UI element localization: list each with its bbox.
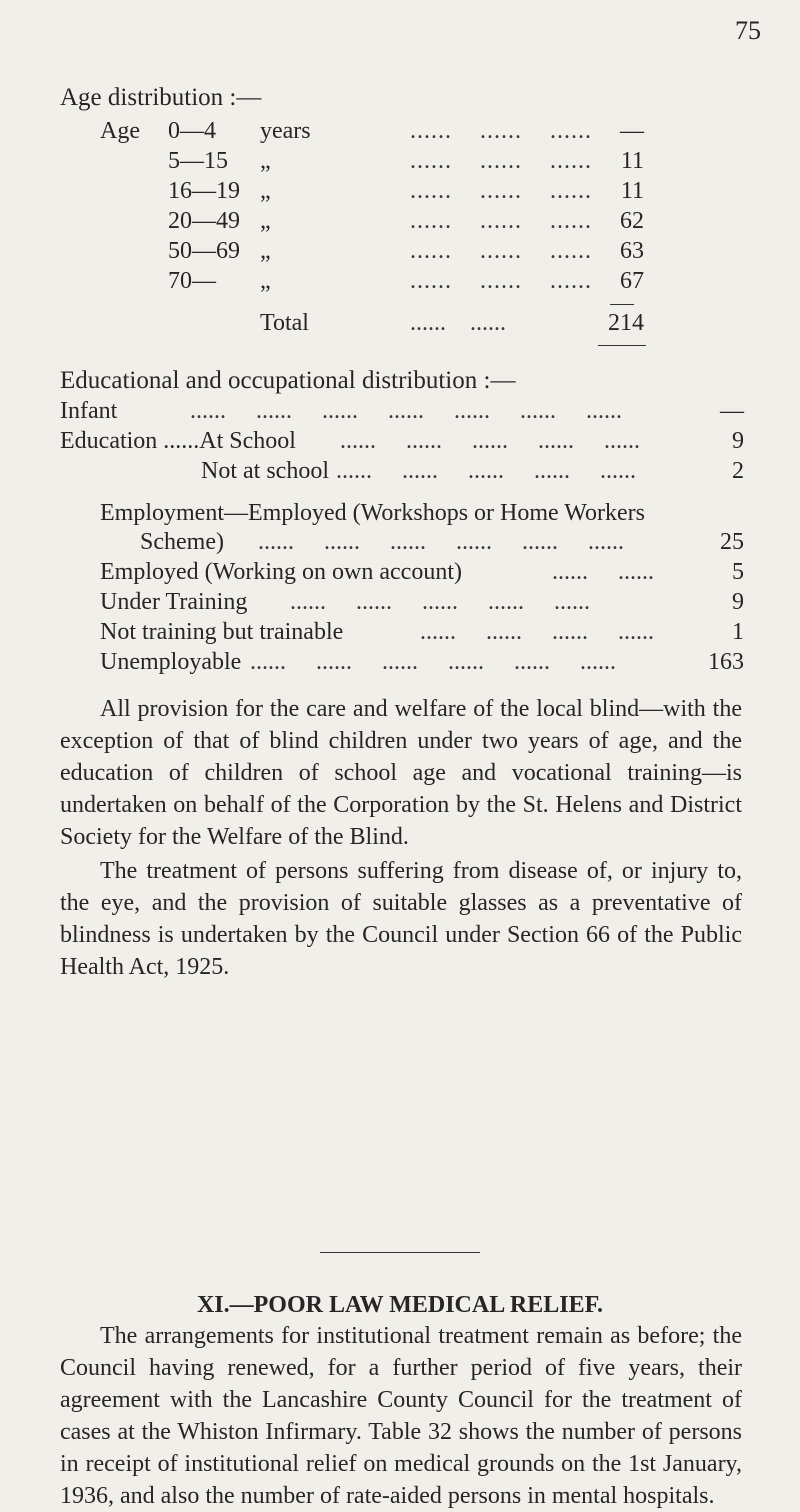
scheme-label: Scheme) xyxy=(140,529,224,555)
age-count: 11 xyxy=(620,148,644,174)
under-training-row xyxy=(100,589,744,619)
not-at-school-label: Not at school xyxy=(201,458,329,484)
under-training-label: Under Training xyxy=(100,589,248,615)
age-label: Age xyxy=(100,118,140,144)
age-unit: „ xyxy=(260,268,271,294)
age-count: 67 xyxy=(620,268,644,294)
unemployable-label: Unemployable xyxy=(100,649,242,675)
section-title: XI.—POOR LAW MEDICAL RELIEF. xyxy=(196,1292,604,1318)
age-row xyxy=(100,238,660,268)
educational-heading: Educational and occupational distribution :— xyxy=(60,367,516,394)
age-row xyxy=(100,268,660,298)
age-unit: „ xyxy=(260,178,271,204)
employment-row xyxy=(100,500,700,530)
paragraph-text: The arrangements for institutional treatment remain as before; the Council having renewed, for a further period of five years, their agreement with the Lancashire County Council for the treatment of cases at the Whiston Infirmary. Table 32 shows the number of persons in receipt of institutional relief on medical grounds on the 1st January, 1936, and also the number of rate-aided persons in mental hospitals. xyxy=(60,1323,742,1509)
infant-value: — xyxy=(720,398,744,424)
age-unit: „ xyxy=(260,208,271,234)
not-training-label: Not training but trainable xyxy=(100,619,344,645)
unemployable-value: 163 xyxy=(708,649,744,675)
age-unit: „ xyxy=(260,148,271,174)
total-underline xyxy=(598,345,646,346)
leader-dots: ...... ...... ...... xyxy=(410,148,592,174)
leader-dots: ...... ...... ...... ...... ...... xyxy=(336,458,636,484)
age-distribution-heading: Age distribution :— xyxy=(60,84,262,111)
page-number: 75 xyxy=(735,16,761,45)
leader-dots: ...... ...... ...... ...... ...... xyxy=(290,589,590,615)
paragraph-text: All provision for the care and welfare of the local blind—with the exception of that of blind children under two years of age, and the education of children of school age and vocational training—is undertaken on behalf of the Corporation by the St. Helens and District Society for the Welfare of the Blind. xyxy=(60,696,742,850)
paragraph-text: The treatment of persons suffering from disease of, or injury to, the eye, and the provision of suitable glasses as a preventative of blindness is undertaken by the Council under Section 66 of the Public Health Act, 1925. xyxy=(60,858,742,980)
infant-row xyxy=(60,398,744,428)
not-training-value: 1 xyxy=(732,619,744,645)
leader-dots: ...... ...... ...... ...... ...... xyxy=(340,428,640,454)
age-row xyxy=(100,118,660,148)
age-row xyxy=(100,178,660,208)
sum-rule xyxy=(610,304,634,305)
leader-dots: ...... ...... ...... xyxy=(410,238,592,264)
leader-dots: ...... ...... ...... xyxy=(410,118,592,144)
age-range: 16—19 xyxy=(168,178,240,204)
scheme-value: 25 xyxy=(720,529,744,555)
own-account-value: 5 xyxy=(732,559,744,585)
age-unit: years xyxy=(260,118,311,144)
own-account-row xyxy=(100,559,744,589)
age-count: 62 xyxy=(620,208,644,234)
age-count: — xyxy=(620,118,644,144)
section-divider xyxy=(320,1252,480,1253)
age-row xyxy=(100,148,660,178)
unemployable-row xyxy=(100,649,744,679)
age-range: 5—15 xyxy=(168,148,228,174)
employment-label: Employment—Employed (Workshops or Home Workers xyxy=(100,500,645,526)
leader-dots: ...... ...... ...... xyxy=(410,178,592,204)
not-at-school-value: 2 xyxy=(732,458,744,484)
infant-label: Infant xyxy=(60,398,118,424)
leader-dots: ...... ...... ...... ...... xyxy=(420,619,654,645)
leader-dots: ...... ...... ...... ...... ...... ...... xyxy=(250,649,616,675)
poor-law-paragraph xyxy=(60,1320,742,1512)
age-unit: „ xyxy=(260,238,271,264)
education-label: Education ......At School xyxy=(60,428,296,454)
education-row xyxy=(60,428,744,458)
age-range: 70— xyxy=(168,268,216,294)
not-at-school-row xyxy=(60,458,744,488)
not-training-row xyxy=(100,619,744,649)
age-range: 0—4 xyxy=(168,118,216,144)
total-label: Total xyxy=(260,310,309,336)
age-count: 11 xyxy=(620,178,644,204)
leader-dots: ...... ...... ...... ...... ...... ...... ...... xyxy=(190,398,622,424)
under-training-value: 9 xyxy=(732,589,744,615)
age-range: 20—49 xyxy=(168,208,240,234)
own-account-label: Employed (Working on own account) xyxy=(100,559,462,585)
age-range: 50—69 xyxy=(168,238,240,264)
leader-dots: ...... ...... ...... ...... ...... ...... xyxy=(258,529,624,555)
leader-dots: ...... ...... xyxy=(552,559,654,585)
leader-dots: ...... ...... xyxy=(410,310,506,336)
total-value: 214 xyxy=(608,310,644,336)
eye-treatment-paragraph xyxy=(60,855,742,983)
leader-dots: ...... ...... ...... xyxy=(410,208,592,234)
leader-dots: ...... ...... ...... xyxy=(410,268,592,294)
age-row xyxy=(100,208,660,238)
scheme-row xyxy=(100,529,744,559)
age-count: 63 xyxy=(620,238,644,264)
blind-welfare-paragraph xyxy=(60,693,742,853)
at-school-value: 9 xyxy=(732,428,744,454)
